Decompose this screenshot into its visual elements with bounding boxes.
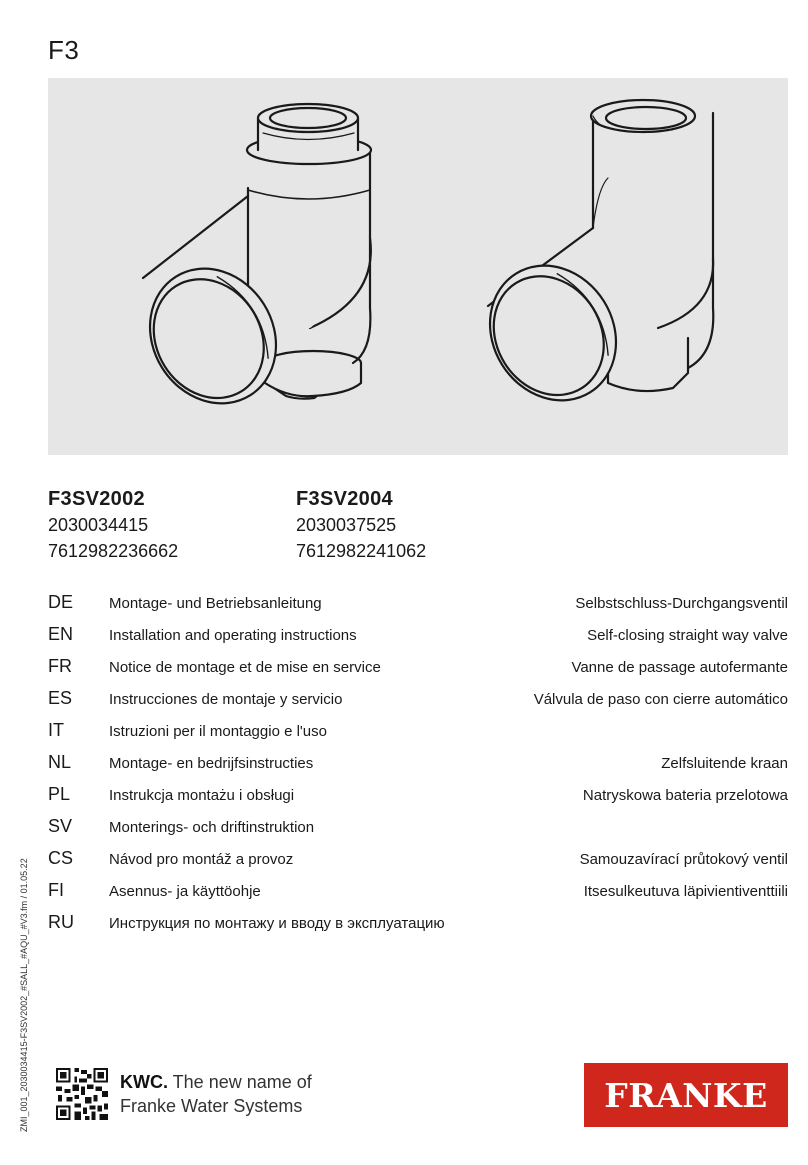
language-product-description: Self-closing straight way valve bbox=[587, 627, 788, 644]
product-code: F3SV2004 bbox=[296, 488, 393, 510]
language-instructions: Návod pro montáž a provoz bbox=[109, 851, 294, 868]
language-row-de bbox=[48, 592, 788, 624]
language-instructions: Istruzioni per il montaggio e l'uso bbox=[109, 723, 327, 740]
product-block-1 bbox=[48, 486, 178, 564]
language-product-description: Válvula de paso con cierre automático bbox=[533, 691, 788, 708]
language-instructions: Инструкция по монтажу и вводу в эксплуатацию bbox=[109, 915, 445, 932]
language-code: DE bbox=[48, 592, 74, 612]
franke-logo bbox=[584, 1063, 788, 1127]
language-code: RU bbox=[48, 912, 74, 932]
qr-code-icon bbox=[56, 1068, 108, 1120]
language-row-it bbox=[48, 720, 788, 752]
language-code: NL bbox=[48, 752, 72, 772]
article-number: 2030037525 bbox=[296, 515, 397, 535]
language-instructions: Asennus- ja käyttöohje bbox=[109, 883, 261, 900]
language-row-fr bbox=[48, 656, 788, 688]
document-id: ZMI_001_2030034415-F3SV2002_#SALL_#AQU_#V3.fm / 01.05.22 bbox=[19, 858, 29, 1132]
language-product-description: Zelfsluitende kraan bbox=[661, 755, 788, 772]
language-product-description: Samouzavírací průtokový ventil bbox=[579, 851, 788, 868]
language-row-pl bbox=[48, 784, 788, 816]
kwc-tagline-line1: The new name of bbox=[168, 1072, 312, 1092]
language-code: CS bbox=[48, 848, 74, 868]
language-code: FR bbox=[48, 656, 72, 676]
language-row-cs bbox=[48, 848, 788, 880]
language-instructions: Instrukcja montażu i obsługi bbox=[109, 787, 295, 804]
language-code: FI bbox=[48, 880, 64, 900]
franke-logo-text: FRANKE bbox=[604, 1075, 768, 1115]
article-number: 2030034415 bbox=[48, 515, 149, 535]
kwc-logo: KWC. bbox=[120, 1072, 168, 1092]
kwc-notice bbox=[120, 1070, 312, 1118]
language-instructions: Montage- und Betriebsanleitung bbox=[109, 595, 322, 612]
product-illustration bbox=[48, 78, 788, 455]
valve-illustration-2 bbox=[465, 100, 713, 424]
language-instructions: Notice de montage et de mise en service bbox=[109, 659, 381, 676]
language-product-description: Vanne de passage autofermante bbox=[571, 659, 788, 676]
language-row-fi bbox=[48, 880, 788, 912]
language-code: PL bbox=[48, 784, 71, 804]
language-instructions: Montage- en bedrijfsinstructies bbox=[109, 755, 314, 772]
language-instructions: Instrucciones de montaje y servicio bbox=[109, 691, 343, 708]
product-code: F3SV2002 bbox=[48, 488, 145, 510]
language-product-description: Natryskowa bateria przelotowa bbox=[582, 787, 788, 804]
language-product-description: Itsesulkeutuva läpivientiventtiili bbox=[583, 883, 788, 900]
language-row-en bbox=[48, 624, 788, 656]
language-instructions: Monterings- och driftinstruktion bbox=[109, 819, 315, 836]
language-row-sv bbox=[48, 816, 788, 848]
language-code: ES bbox=[48, 688, 73, 708]
language-product-description: Selbstschluss-Durchgangsventil bbox=[575, 595, 788, 612]
ean-number: 7612982241062 bbox=[296, 541, 427, 561]
ean-number: 7612982236662 bbox=[48, 541, 179, 561]
valve-illustration-1 bbox=[125, 104, 371, 427]
language-code: EN bbox=[48, 624, 74, 644]
language-row-es bbox=[48, 688, 788, 720]
language-code: IT bbox=[48, 720, 64, 740]
kwc-tagline-line2: Franke Water Systems bbox=[120, 1096, 303, 1116]
language-row-ru bbox=[48, 912, 788, 944]
language-list bbox=[48, 592, 788, 944]
language-row-nl bbox=[48, 752, 788, 784]
language-code: SV bbox=[48, 816, 73, 836]
language-instructions: Installation and operating instructions bbox=[109, 627, 357, 644]
document-title: F3 bbox=[48, 35, 80, 65]
product-block-2 bbox=[296, 486, 426, 564]
